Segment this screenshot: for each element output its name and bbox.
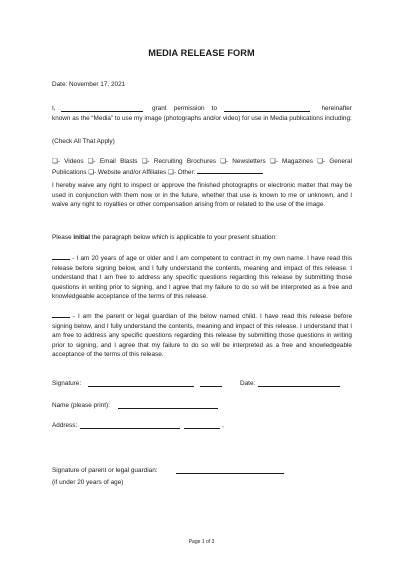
- date-line-field[interactable]: [258, 380, 340, 387]
- address-line[interactable]: [80, 422, 180, 429]
- intro-grant-text: grant permission to: [152, 105, 217, 112]
- intro-hereinafter: hereinafter: [321, 105, 352, 112]
- check-heading: (Check All That Apply): [52, 138, 115, 145]
- guardian-signature-line[interactable]: [176, 467, 284, 474]
- signature-extra-line[interactable]: [200, 380, 222, 387]
- signature-row: [52, 379, 352, 389]
- instruction-bold: initial: [73, 234, 91, 241]
- address-suffix: ,: [222, 422, 224, 429]
- address-label: Address:: [52, 422, 78, 429]
- signature-label: Signature:: [52, 380, 82, 387]
- other-blank-line[interactable]: [197, 167, 263, 174]
- adult-initial-line[interactable]: [52, 253, 70, 260]
- waiver-paragraph: I hereby waive any right to inspect or approve the finished photographs or electronic matter that may be used in conjunction with them now or in the future, whether that use is known to me or unknown, and I waive any right to royalties or other compensation arising from or related to the use of the image.: [52, 182, 352, 209]
- intro-paragraph: [52, 104, 352, 123]
- option-adult: [52, 253, 352, 302]
- option-guardian: [52, 311, 352, 360]
- instruction-before: Please: [52, 234, 74, 241]
- guardian-initial-line[interactable]: [52, 311, 70, 318]
- option-guardian-text: - I am the parent or legal guardian of the below named child. I have read this release before signing below, and I fully understand the contents, meaning and impact of this release. I understand that I am free to address any specific questions regarding this release by submitting those questions in writing prior to signing, and I agree that my failure to do so will be interpreted as a free and knowledgeable acceptance of the terms of this release.: [52, 313, 353, 359]
- address-row: [52, 421, 352, 431]
- intro-i-label: I,: [52, 105, 56, 112]
- option-adult-text: - I am 20 years of age or older and I am competent to contract in my own name. I have read this release before signing below, and I fully understand the contents, meaning and impact of this release. I understand that I am free to address any specific questions regarding this release by submitting those questions in writing prior to signing, and I agree that my failure to do so will be interpreted as a free and knowledgeable acceptance of the terms of this release.: [52, 255, 353, 301]
- page-title: MEDIA RELEASE FORM: [148, 48, 255, 58]
- name-blank-line[interactable]: [61, 105, 143, 112]
- check-options: [52, 157, 352, 177]
- name-label: Name (please print):: [52, 402, 110, 409]
- guardian-signature-label: Signature of parent or legal guardian:: [52, 467, 158, 474]
- date-line: Date: November 17, 2021: [52, 81, 126, 88]
- name-print-line[interactable]: [118, 402, 218, 409]
- instruction-after: the paragraph below which is applicable to your present situation:: [90, 234, 277, 241]
- address-extra-line[interactable]: [184, 422, 220, 429]
- name-row: [52, 401, 352, 411]
- grantee-blank-line[interactable]: [224, 105, 310, 112]
- signature-line[interactable]: [88, 380, 194, 387]
- initial-instruction: [52, 233, 352, 243]
- page-footer: Page 1 of 3: [188, 539, 215, 545]
- check-options-text: ❏- Videos ❏- Email Blasts ❏- Recruiting Brochures ❏- Newsletters ❏- Magazines ❏- General Publications ❏- Website and/or Affiliates ❏- Other:: [52, 158, 352, 176]
- guardian-signature-row: [52, 466, 352, 476]
- intro-continuation: known as the “Media” to use my image (photographs and/or video) for use in Media publications including:: [52, 114, 352, 122]
- date-label: Date:: [240, 380, 256, 387]
- guardian-note: (if under 20 years of age): [52, 479, 124, 486]
